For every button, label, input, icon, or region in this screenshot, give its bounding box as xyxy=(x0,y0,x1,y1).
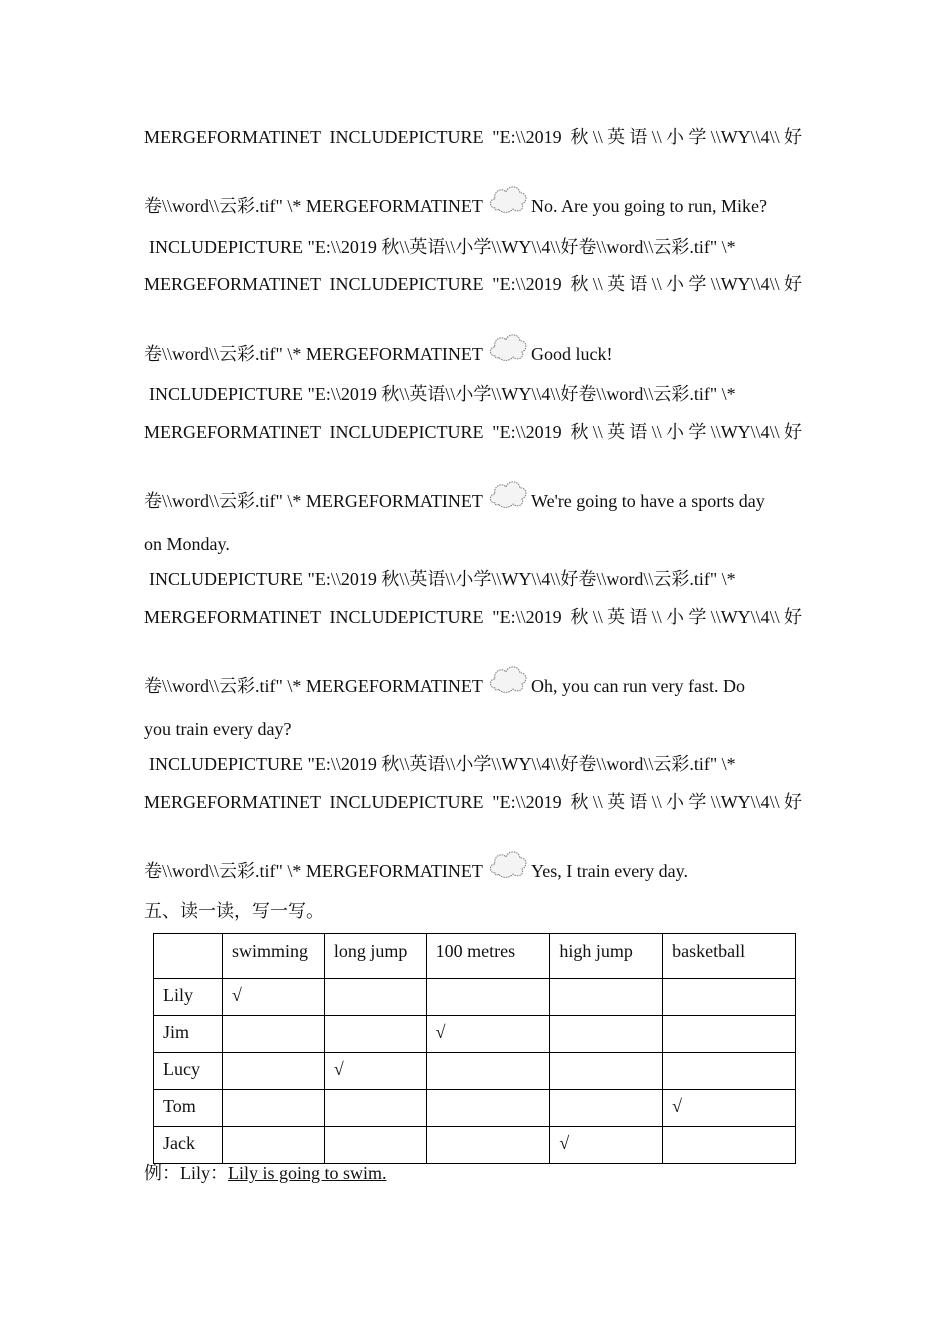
field-code-text: INCLUDEPICTURE "E:\\2019 秋\\英语\\小学\\WY\\4\\好卷\\word\\云彩.tif" \* xyxy=(149,569,736,589)
table-row xyxy=(154,979,796,1016)
field-code-text: 卷\\word\\云彩.tif" \* MERGEFORMATINET xyxy=(144,676,483,696)
table-cell xyxy=(550,1090,663,1127)
cloud-icon xyxy=(487,330,529,366)
table-row xyxy=(154,1016,796,1053)
table-row xyxy=(154,1090,796,1127)
header-cell: 100 metres xyxy=(426,934,550,979)
cloud-icon xyxy=(487,662,529,698)
table-cell xyxy=(426,1053,550,1090)
field-code-text: INCLUDEPICTURE "E:\\2019 秋\\英语\\小学\\WY\\4\\好卷\\word\\云彩.tif" \* xyxy=(149,237,736,257)
dialogue-continuation: on Monday. xyxy=(144,534,230,554)
table-cell: √ xyxy=(426,1016,550,1053)
dialogue-text: Oh, you can run very fast. Do xyxy=(531,676,745,696)
table-cell xyxy=(550,979,663,1016)
header-cell: basketball xyxy=(663,934,796,979)
cloud-icon xyxy=(487,477,529,513)
table-cell xyxy=(324,979,426,1016)
dialogue-text: We're going to have a sports day xyxy=(531,491,765,511)
dialogue-line xyxy=(144,847,688,883)
table-cell xyxy=(324,1090,426,1127)
table-cell xyxy=(663,1127,796,1164)
row-name: Jack xyxy=(154,1127,223,1164)
table-cell xyxy=(550,1053,663,1090)
section-title: 五、读一读，写一写。 xyxy=(144,901,324,921)
table-cell xyxy=(663,1016,796,1053)
field-code-text: 卷\\word\\云彩.tif" \* MERGEFORMATINET xyxy=(144,861,483,881)
field-code-text: 卷\\word\\云彩.tif" \* MERGEFORMATINET xyxy=(144,344,483,364)
table-cell xyxy=(222,1127,324,1164)
table-cell xyxy=(663,979,796,1016)
table-cell xyxy=(222,1016,324,1053)
dialogue-text: Yes, I train every day. xyxy=(531,861,688,881)
table-cell: √ xyxy=(663,1090,796,1127)
table-cell: √ xyxy=(550,1127,663,1164)
table-cell xyxy=(426,979,550,1016)
field-code-text: MERGEFORMATINET INCLUDEPICTURE "E:\\2019 秋\\英语\\小学\\WY\\4\\好 xyxy=(144,274,802,294)
dialogue-line xyxy=(144,330,613,366)
example-prefix: 例：Lily： xyxy=(144,1163,228,1183)
table-row xyxy=(154,1127,796,1164)
table-header-row xyxy=(154,934,796,979)
dialogue-line xyxy=(144,662,745,698)
table-cell: √ xyxy=(324,1053,426,1090)
dialogue-text: No. Are you going to run, Mike? xyxy=(531,196,767,216)
table-cell xyxy=(324,1016,426,1053)
dialogue-continuation: you train every day? xyxy=(144,719,292,739)
example-line xyxy=(144,1161,387,1185)
table-cell xyxy=(426,1090,550,1127)
dialogue-line xyxy=(144,477,765,513)
sports-table xyxy=(153,933,796,1164)
table-cell: √ xyxy=(222,979,324,1016)
table-cell xyxy=(222,1090,324,1127)
cloud-icon xyxy=(487,847,529,883)
dialogue-line xyxy=(144,182,767,218)
field-code-text: INCLUDEPICTURE "E:\\2019 秋\\英语\\小学\\WY\\4\\好卷\\word\\云彩.tif" \* xyxy=(149,384,736,404)
table-cell xyxy=(324,1127,426,1164)
example-answer: Lily is going to swim. xyxy=(228,1163,387,1183)
row-name: Jim xyxy=(154,1016,223,1053)
row-name: Lily xyxy=(154,979,223,1016)
table-cell xyxy=(550,1016,663,1053)
table-cell xyxy=(663,1053,796,1090)
field-code-text: MERGEFORMATINET INCLUDEPICTURE "E:\\2019 秋\\英语\\小学\\WY\\4\\好 xyxy=(144,792,802,812)
cloud-icon xyxy=(487,182,529,218)
header-cell: long jump xyxy=(324,934,426,979)
row-name: Tom xyxy=(154,1090,223,1127)
row-name: Lucy xyxy=(154,1053,223,1090)
table-cell xyxy=(222,1053,324,1090)
field-code-text: 卷\\word\\云彩.tif" \* MERGEFORMATINET xyxy=(144,491,483,511)
header-cell: swimming xyxy=(222,934,324,979)
dialogue-text: Good luck! xyxy=(531,344,613,364)
table-row xyxy=(154,1053,796,1090)
field-code-text: 卷\\word\\云彩.tif" \* MERGEFORMATINET xyxy=(144,196,483,216)
header-cell xyxy=(154,934,223,979)
field-code-text: MERGEFORMATINET INCLUDEPICTURE "E:\\2019 秋\\英语\\小学\\WY\\4\\好 xyxy=(144,127,802,147)
field-code-text: MERGEFORMATINET INCLUDEPICTURE "E:\\2019 秋\\英语\\小学\\WY\\4\\好 xyxy=(144,422,802,442)
field-code-text: MERGEFORMATINET INCLUDEPICTURE "E:\\2019 秋\\英语\\小学\\WY\\4\\好 xyxy=(144,607,802,627)
table-cell xyxy=(426,1127,550,1164)
header-cell: high jump xyxy=(550,934,663,979)
field-code-text: INCLUDEPICTURE "E:\\2019 秋\\英语\\小学\\WY\\4\\好卷\\word\\云彩.tif" \* xyxy=(149,754,736,774)
